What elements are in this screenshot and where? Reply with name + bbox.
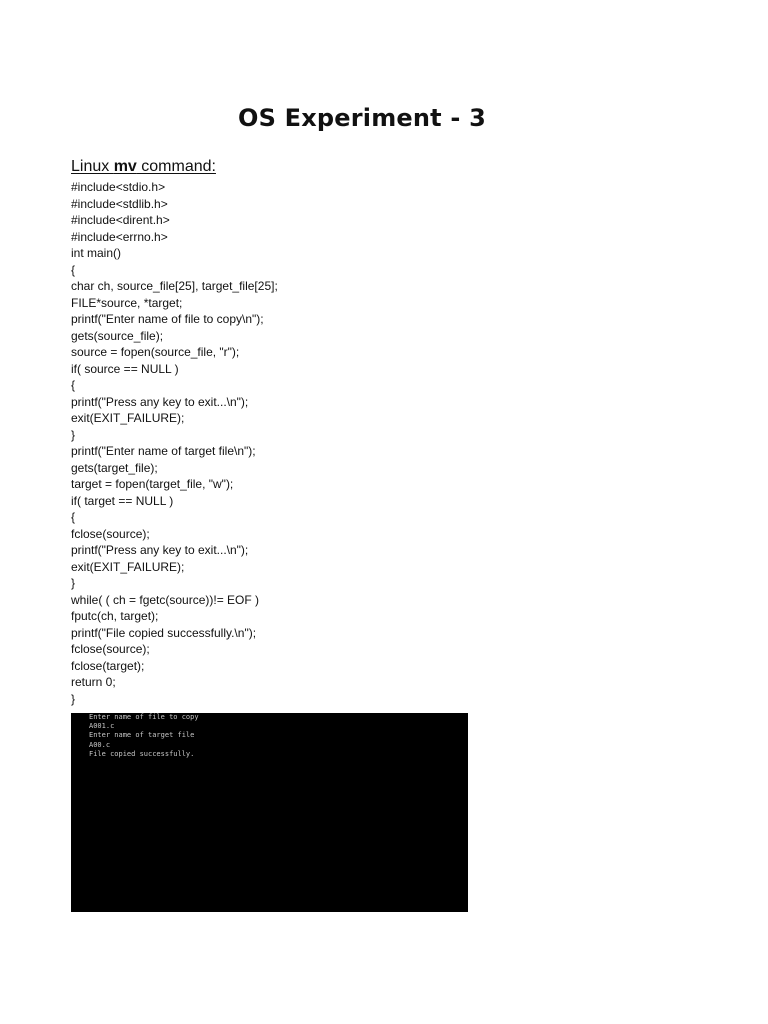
terminal-line: Enter name of target file: [89, 731, 195, 740]
code-line: FILE*source, *target;: [71, 295, 183, 310]
code-line: printf("Press any key to exit...\n");: [71, 394, 249, 409]
code-line: {: [71, 262, 76, 277]
section-heading: [71, 158, 216, 176]
terminal-line: A001.c: [89, 722, 115, 731]
terminal-line: Enter name of file to copy: [89, 713, 199, 721]
code-line: if( source == NULL ): [71, 361, 179, 376]
code-line: target = fopen(target_file, "w");: [71, 477, 234, 491]
terminal-line: File copied successfully.: [89, 749, 195, 758]
section-heading-command: mv: [113, 158, 137, 175]
code-line: gets(source_file);: [71, 328, 164, 343]
code-line: printf("Enter name of file to copy\n");: [71, 312, 264, 326]
code-line: #include<stdio.h>: [71, 180, 166, 194]
code-line: fclose(source);: [71, 526, 150, 541]
page-title: OS Experiment - 3: [237, 104, 487, 133]
section-heading-suffix: command:: [136, 158, 216, 175]
code-line: }: [71, 427, 76, 442]
code-line: return 0;: [71, 675, 116, 689]
terminal-screenshot: [71, 713, 468, 912]
code-line: source = fopen(source_file, "r");: [71, 345, 240, 359]
code-line: printf("Press any key to exit...\n");: [71, 543, 249, 557]
code-line: exit(EXIT_FAILURE);: [71, 411, 185, 425]
terminal-line: A00.c: [89, 740, 111, 749]
code-line: {: [71, 378, 76, 392]
code-line: printf("Enter name of target file\n");: [71, 444, 256, 458]
code-line: }: [71, 576, 76, 590]
code-line: fputc(ch, target);: [71, 609, 159, 623]
section-heading-prefix: Linux: [71, 158, 114, 175]
code-line: {: [71, 510, 76, 524]
terminal-output: [89, 713, 199, 759]
code-line: gets(target_file);: [71, 460, 158, 475]
code-line: char ch, source_file[25], target_file[25];: [71, 279, 278, 293]
code-line: printf("File copied successfully.\n");: [71, 625, 257, 640]
code-line: #include<dirent.h>: [71, 213, 170, 227]
code-line: fclose(target);: [71, 658, 145, 673]
code-line: exit(EXIT_FAILURE);: [71, 559, 185, 574]
code-listing: [71, 179, 278, 707]
code-line: if( target == NULL ): [71, 493, 174, 508]
code-line: }: [71, 691, 76, 706]
code-line: while( ( ch = fgetc(source))!= EOF ): [71, 592, 260, 607]
code-line: int main(): [71, 246, 122, 260]
code-line: #include<stdlib.h>: [71, 196, 168, 211]
code-line: fclose(source);: [71, 642, 150, 656]
code-line: #include<errno.h>: [71, 229, 168, 244]
